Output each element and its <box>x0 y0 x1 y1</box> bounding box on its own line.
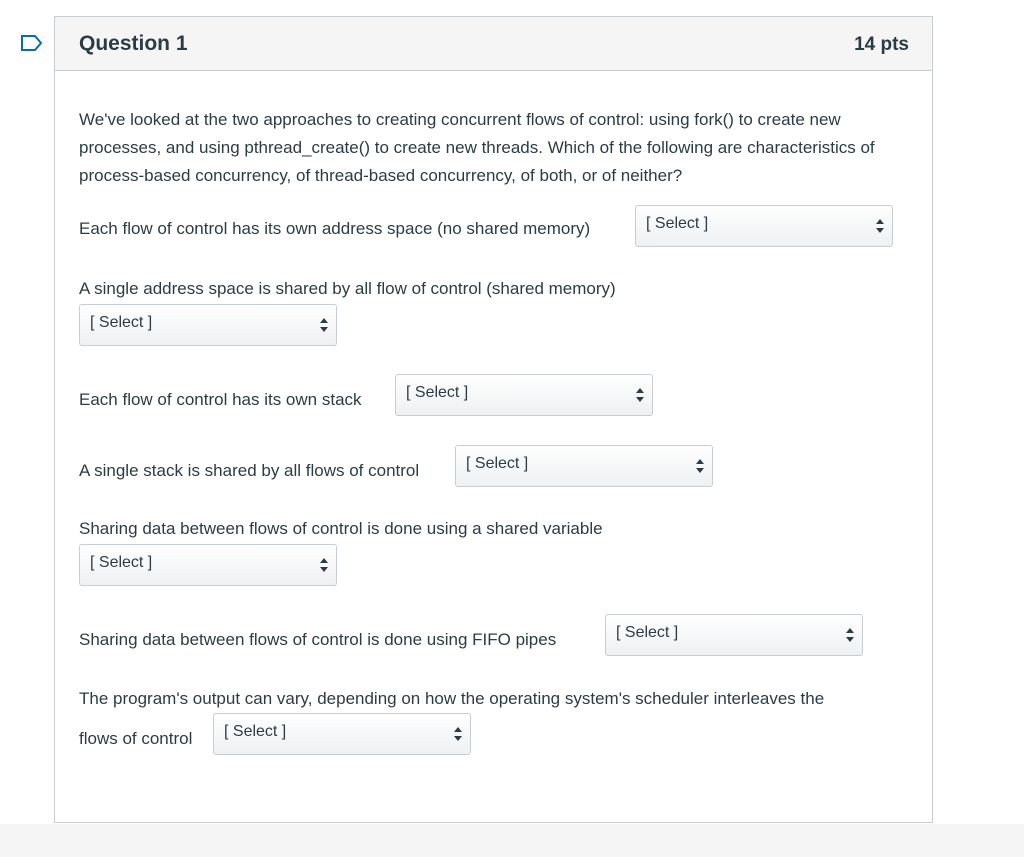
item-text-5: Sharing data between flows of control is done using a shared variable <box>79 519 603 538</box>
select-label: [ Select ] <box>406 384 469 401</box>
item-text-3: Each flow of control has its own stack <box>79 390 362 409</box>
select-dropdown-1[interactable] <box>635 205 893 247</box>
question-prompt: We've looked at the two approaches to creating concurrent flows of control: using fork() to create new processes, and using pthread_create() to create new threads. Which of the following are characteristics of process-based concurrency, of thread-based concurrency, of both, or of neither? <box>79 110 875 185</box>
select-label: [ Select ] <box>224 723 287 740</box>
sort-arrows-icon <box>320 558 328 572</box>
select-label: [ Select ] <box>90 314 153 331</box>
item-text-1: Each flow of control has its own address space (no shared memory) <box>79 219 591 238</box>
sort-arrows-icon <box>320 318 328 332</box>
sort-arrows-icon <box>636 388 644 402</box>
item-text-4: A single stack is shared by all flows of control <box>79 461 420 480</box>
select-dropdown-7[interactable] <box>213 713 471 755</box>
select-dropdown-5[interactable] <box>79 544 337 586</box>
bottom-bar <box>0 824 1024 857</box>
sort-arrows-icon <box>876 219 884 233</box>
select-dropdown-2[interactable] <box>79 304 337 346</box>
sort-arrows-icon <box>696 459 704 473</box>
select-label: [ Select ] <box>466 455 529 472</box>
select-dropdown-6[interactable] <box>605 614 863 656</box>
item-text-2: A single address space is shared by all flow of control (shared memory) <box>79 279 616 298</box>
question-card <box>54 16 933 823</box>
item-text-6: Sharing data between flows of control is done using FIFO pipes <box>79 630 557 649</box>
select-dropdown-3[interactable] <box>395 374 653 416</box>
flag-icon[interactable] <box>20 34 44 52</box>
question-points: 14 pts <box>854 34 909 55</box>
question-header <box>55 17 932 71</box>
sort-arrows-icon <box>846 628 854 642</box>
question-title: Question 1 <box>79 32 188 55</box>
select-label: [ Select ] <box>646 215 709 232</box>
sort-arrows-icon <box>454 727 462 741</box>
select-dropdown-4[interactable] <box>455 445 713 487</box>
item-text-7-line2: flows of control <box>79 729 193 748</box>
item-text-7-line1: The program's output can vary, depending on how the operating system's scheduler interleaves the <box>79 689 825 708</box>
select-label: [ Select ] <box>616 624 679 641</box>
select-label: [ Select ] <box>90 554 153 571</box>
